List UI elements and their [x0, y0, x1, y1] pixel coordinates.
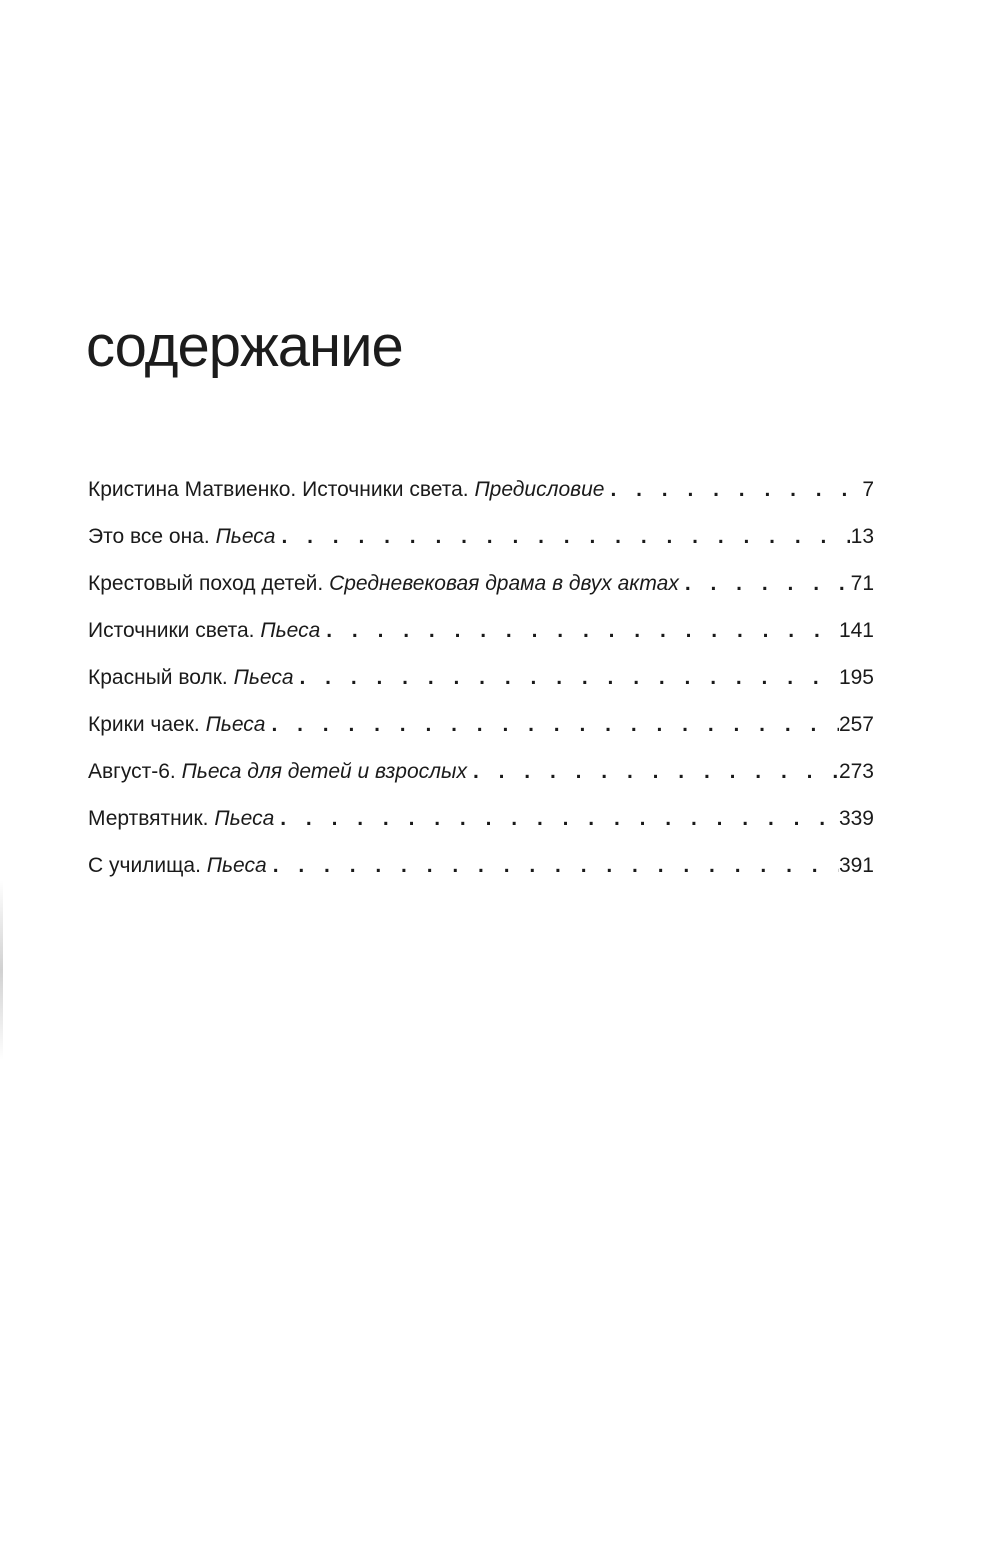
dot-leader — [320, 607, 839, 654]
toc-entry-page: 7 — [862, 478, 874, 501]
toc-entry — [88, 842, 874, 889]
toc-entry-title — [88, 513, 275, 560]
toc-entry-main: Крики чаек. — [88, 713, 200, 736]
toc-entry-main: Мертвятник. — [88, 807, 209, 830]
dot-leader — [294, 654, 839, 701]
toc-entry-page: 273 — [838, 760, 874, 783]
dot-leader — [274, 795, 839, 842]
toc-entry-page: 141 — [838, 619, 874, 642]
dot-leader — [604, 466, 850, 513]
toc-entry — [88, 795, 874, 842]
toc-entry-page: 339 — [838, 807, 874, 830]
toc-entry-subtitle: Пьеса — [214, 807, 275, 830]
toc-entry — [88, 513, 874, 560]
dot-leader — [265, 701, 839, 748]
toc-entry-page: 71 — [850, 572, 874, 595]
toc-entry-subtitle: Пьеса — [233, 666, 294, 689]
toc-entry-title — [88, 607, 320, 654]
toc-entry-page: 13 — [850, 525, 874, 548]
toc-entry-subtitle: Пьеса — [206, 854, 267, 877]
toc-entry-main: Это все она. — [88, 525, 210, 548]
toc-entry — [88, 701, 874, 748]
toc-entry-title — [88, 795, 274, 842]
dot-leader — [679, 560, 850, 607]
toc-entry — [88, 466, 874, 513]
toc-entry-title — [88, 466, 604, 513]
toc-entry-page: 257 — [838, 713, 874, 736]
dot-leader — [267, 842, 839, 889]
toc-entry — [88, 748, 874, 795]
toc-entry-subtitle: Предисловие — [474, 478, 605, 501]
toc-entry-title — [88, 560, 679, 607]
toc-entry — [88, 607, 874, 654]
toc-entry-main: Крестовый поход детей. — [88, 572, 324, 595]
toc-entry-title — [88, 701, 265, 748]
toc-entry-subtitle: Пьеса — [215, 525, 276, 548]
toc-entry-subtitle: Средневековая драма в двух актах — [329, 572, 679, 595]
toc-entry-main: Красный волк. — [88, 666, 228, 689]
toc-entry — [88, 560, 874, 607]
table-of-contents — [88, 466, 874, 889]
toc-entry — [88, 654, 874, 701]
toc-entry-main: Кристина Матвиенко. Источники света. — [88, 478, 469, 501]
toc-entry-title — [88, 654, 294, 701]
page-title: содержание — [86, 314, 403, 379]
toc-entry-title — [88, 842, 267, 889]
toc-entry-main: Август-6. — [88, 760, 176, 783]
dot-leader — [467, 748, 839, 795]
toc-entry-main: С училища. — [88, 854, 201, 877]
toc-entry-subtitle: Пьеса для детей и взрослых — [181, 760, 467, 783]
page-edge-shadow — [0, 880, 3, 1060]
toc-entry-title — [88, 748, 467, 795]
toc-entry-subtitle: Пьеса — [205, 713, 266, 736]
dot-leader — [275, 513, 850, 560]
toc-entry-subtitle: Пьеса — [260, 619, 321, 642]
toc-entry-page: 391 — [838, 854, 874, 877]
toc-entry-main: Источники света. — [88, 619, 255, 642]
toc-entry-page: 195 — [838, 666, 874, 689]
